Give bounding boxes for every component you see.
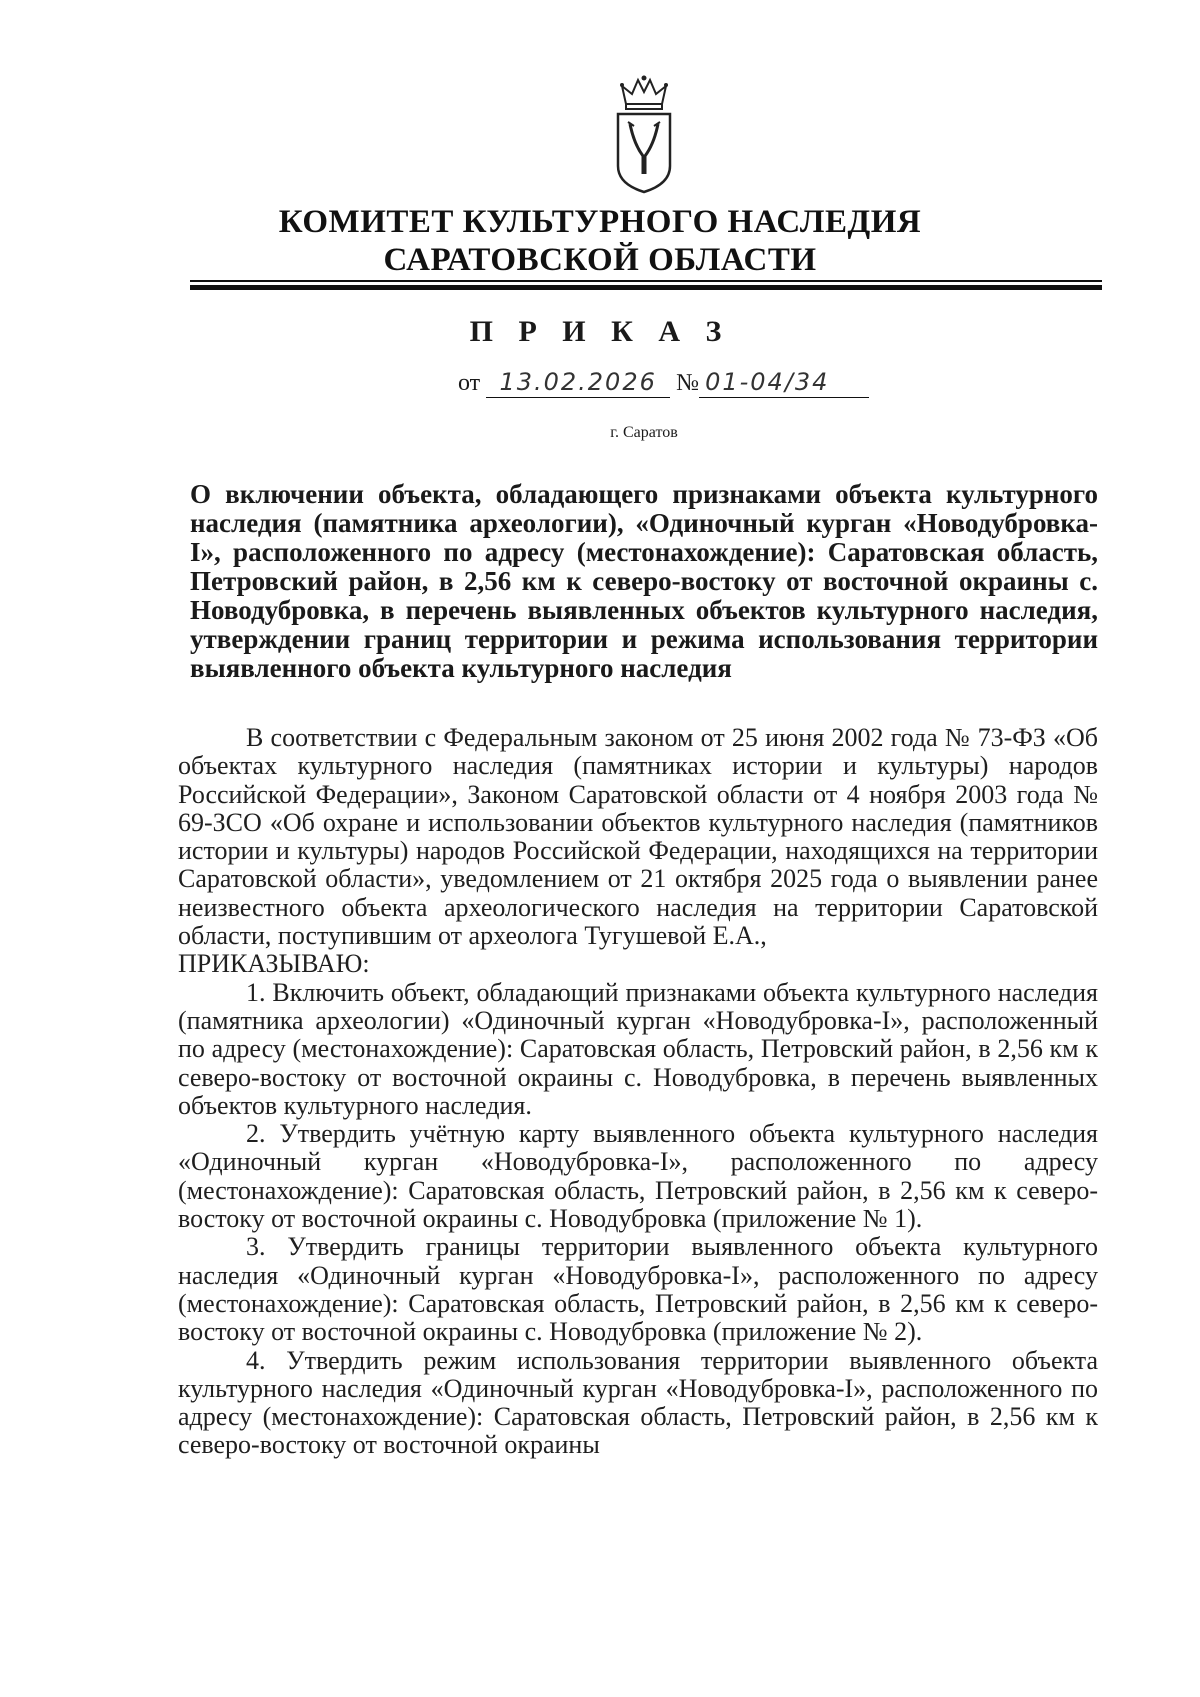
order-item-1: 1. Включить объект, обладающий признаками объекта культурного наследия (памятника археологии) «Одиночный курган «Новодубровка-I», расположенный по адресу (местонахождение): Саратовская область, Петровский район, в 2,56 км к северо-востоку от восточной окраины с. Новодубровка, в перечень выявленных объектов культурного наследия. xyxy=(178,977,1098,1120)
document-title: П Р И К А З xyxy=(469,315,731,348)
saratov-coat-of-arms-icon xyxy=(612,74,676,194)
order-body xyxy=(178,724,1098,1460)
date-value: 13.02.2026 xyxy=(499,368,657,396)
date-prefix: от xyxy=(458,370,481,396)
order-heading: О включении объекта, обладающего признаками объекта культурного наследия (памятника археологии), «Одиночный курган «Новодубровка-I», расположенного по адресу (местонахождение): Саратовская область, Петровский район, в 2,56 км к северо-востоку от восточной окраины с. Новодубровка, в перечень выявленных объектов культурного наследия, утверждении границ территории и режима использования территории выявленного объекта культурного наследия xyxy=(190,479,1098,683)
number-prefix: № xyxy=(676,370,700,396)
order-item-2: 2. Утвердить учётную карту выявленного объекта культурного наследия «Одиночный курган «Новодубровка-I», расположенного по адресу (местонахождение): Саратовская область, Петровский район, в 2,56 км к северо-востоку от восточной окраины с. Новодубровка (приложение № 1). xyxy=(178,1119,1098,1234)
order-item-4: 4. Утвердить режим использования территории выявленного объекта культурного наследия «Одиночный курган «Новодубровка-I», расположенного по адресу (местонахождение): Саратовская область, Петровский район, в 2,56 км к северо-востоку от восточной окраины xyxy=(178,1345,1098,1460)
city-label: г. Саратов xyxy=(610,424,678,441)
organization-name-line-2: САРАТОВСКОЙ ОБЛАСТИ xyxy=(383,242,817,278)
organization-name-line-1: КОМИТЕТ КУЛЬТУРНОГО НАСЛЕДИЯ xyxy=(278,204,922,240)
preamble-paragraph: В соответствии с Федеральным законом от 25 июня 2002 года № 73-ФЗ «Об объектах культурного наследия (памятниках истории и культуры) народов Российской Федерации», Законом Саратовской области от 4 ноября 2003 года № 69-ЗСО «Об охране и использовании объектов культурного наследия (памятников истории и культуры) народов Российской Федерации, находящихся на территории Саратовской области», уведомлением от 21 октября 2025 года о выявлении ранее неизвестного объекта археологического наследия на территории Саратовской области, поступившим от археолога Тугушевой Е.А., xyxy=(178,723,1098,951)
date-number-line xyxy=(458,368,869,398)
header-divider-thick xyxy=(190,285,1102,290)
header-divider-thin xyxy=(190,280,1102,282)
date-field xyxy=(486,368,670,398)
number-field xyxy=(699,368,869,398)
number-value: 01-04/34 xyxy=(705,368,830,396)
order-word: ПРИКАЗЫВАЮ: xyxy=(178,949,370,979)
order-item-3: 3. Утвердить границы территории выявленного объекта культурного наследия «Одиночный курган «Новодубровка-I», расположенного по адресу (местонахождение): Саратовская область, Петровский район, в 2,56 км к северо-востоку от восточной окраины с. Новодубровка (приложение № 2). xyxy=(178,1232,1098,1347)
